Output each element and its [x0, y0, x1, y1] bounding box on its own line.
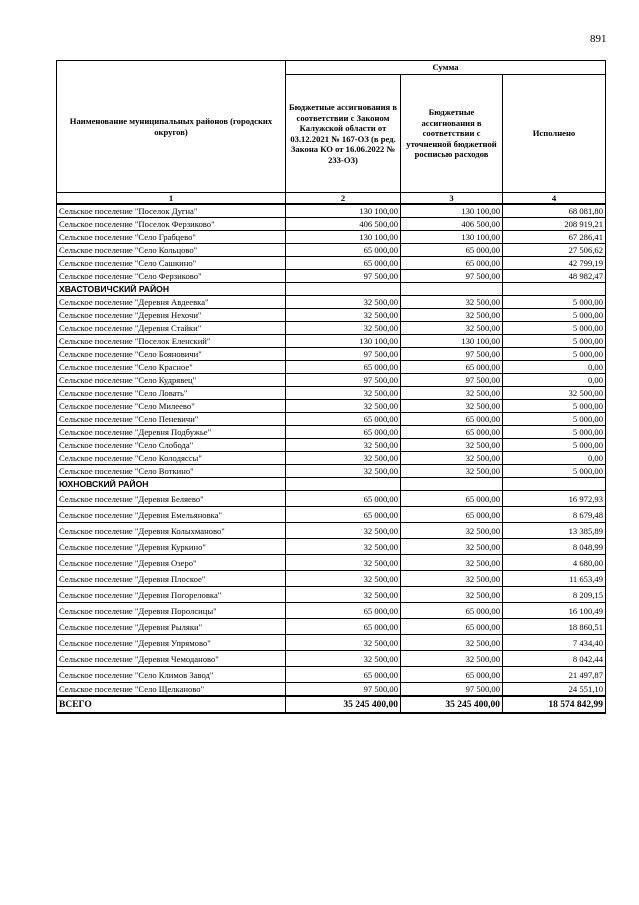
law-appropriations: 32 500,00	[286, 309, 401, 322]
executed-amount: 0,00	[503, 452, 606, 465]
refined-appropriations: 32 500,00	[401, 651, 503, 667]
settlement-name: Сельское поселение "Село Грабцево"	[57, 231, 286, 244]
law-appropriations: 65 000,00	[286, 244, 401, 257]
refined-appropriations: 97 500,00	[401, 270, 503, 283]
law-appropriations: 32 500,00	[286, 651, 401, 667]
law-appropriations: 32 500,00	[286, 635, 401, 651]
settlement-name: Сельское поселение "Село Милеево"	[57, 400, 286, 413]
executed-amount: 4 680,00	[503, 555, 606, 571]
refined-appropriations: 65 000,00	[401, 361, 503, 374]
refined-appropriations: 32 500,00	[401, 452, 503, 465]
table-row	[57, 204, 606, 218]
settlement-name: Сельское поселение "Село Воткино"	[57, 465, 286, 478]
total-row	[57, 696, 606, 713]
budget-table	[56, 60, 606, 714]
law-appropriations: 65 000,00	[286, 507, 401, 523]
refined-appropriations: 130 100,00	[401, 231, 503, 244]
refined-appropriations: 32 500,00	[401, 587, 503, 603]
law-appropriations: 97 500,00	[286, 683, 401, 697]
executed-amount: 21 497,87	[503, 667, 606, 683]
header-district-name: Наименование муниципальных районов (городских округов)	[57, 61, 286, 193]
law-appropriations: 32 500,00	[286, 587, 401, 603]
table-row	[57, 374, 606, 387]
table-row	[57, 635, 606, 651]
law-appropriations: 32 500,00	[286, 387, 401, 400]
settlement-name: Сельское поселение "Село Климов Завод"	[57, 667, 286, 683]
refined-appropriations: 32 500,00	[401, 400, 503, 413]
refined-appropriations: 65 000,00	[401, 244, 503, 257]
settlement-name: Сельское поселение "Село Кольцово"	[57, 244, 286, 257]
table-row	[57, 587, 606, 603]
table-row	[57, 571, 606, 587]
refined-appropriations: 65 000,00	[401, 413, 503, 426]
refined-appropriations: 32 500,00	[401, 555, 503, 571]
table-row	[57, 426, 606, 439]
law-appropriations: 32 500,00	[286, 465, 401, 478]
executed-amount: 5 000,00	[503, 413, 606, 426]
refined-appropriations: 32 500,00	[401, 309, 503, 322]
law-appropriations: 32 500,00	[286, 452, 401, 465]
section-row	[57, 478, 606, 491]
table-row	[57, 335, 606, 348]
executed-amount: 208 919,21	[503, 218, 606, 231]
table-row	[57, 244, 606, 257]
column-index-row	[57, 193, 606, 205]
table-row	[57, 309, 606, 322]
refined-appropriations: 32 500,00	[401, 635, 503, 651]
settlement-name: Сельское поселение "Деревня Погореловка"	[57, 587, 286, 603]
executed-amount: 8 679,48	[503, 507, 606, 523]
executed-amount: 27 506,62	[503, 244, 606, 257]
section-row	[57, 283, 606, 296]
column-index: 3	[401, 193, 503, 205]
table-row	[57, 667, 606, 683]
refined-appropriations: 32 500,00	[401, 296, 503, 309]
law-appropriations: 32 500,00	[286, 539, 401, 555]
settlement-name: Сельское поселение "Село Красное"	[57, 361, 286, 374]
refined-appropriations: 65 000,00	[401, 619, 503, 635]
law-appropriations: 32 500,00	[286, 400, 401, 413]
executed-amount: 13 385,89	[503, 523, 606, 539]
executed-amount: 48 982,47	[503, 270, 606, 283]
settlement-name: Сельское поселение "Деревня Колыхманово"	[57, 523, 286, 539]
executed-amount: 8 042,44	[503, 651, 606, 667]
table-row	[57, 619, 606, 635]
table-row	[57, 539, 606, 555]
settlement-name: Сельское поселение "Село Ферзиково"	[57, 270, 286, 283]
executed-amount: 5 000,00	[503, 348, 606, 361]
refined-appropriations: 32 500,00	[401, 465, 503, 478]
settlement-name: Сельское поселение "Деревня Стайки"	[57, 322, 286, 335]
header-executed: Исполнено	[503, 75, 606, 193]
law-appropriations: 65 000,00	[286, 413, 401, 426]
settlement-name: Сельское поселение "Поселок Ферзиково"	[57, 218, 286, 231]
table-row	[57, 491, 606, 507]
total-refined-appropriations: 35 245 400,00	[401, 696, 503, 713]
executed-amount: 0,00	[503, 361, 606, 374]
table-row	[57, 387, 606, 400]
executed-amount: 8 209,15	[503, 587, 606, 603]
table-row	[57, 452, 606, 465]
settlement-name: Сельское поселение "Поселок Еленский"	[57, 335, 286, 348]
law-appropriations: 97 500,00	[286, 374, 401, 387]
refined-appropriations: 65 000,00	[401, 507, 503, 523]
refined-appropriations: 65 000,00	[401, 491, 503, 507]
law-appropriations: 32 500,00	[286, 523, 401, 539]
settlement-name: Сельское поселение "Село Бояновичи"	[57, 348, 286, 361]
settlement-name: Сельское поселение "Деревня Озеро"	[57, 555, 286, 571]
refined-appropriations: 406 500,00	[401, 218, 503, 231]
refined-appropriations: 32 500,00	[401, 571, 503, 587]
table-row	[57, 348, 606, 361]
executed-amount: 5 000,00	[503, 439, 606, 452]
refined-appropriations: 130 100,00	[401, 204, 503, 218]
executed-amount: 5 000,00	[503, 465, 606, 478]
section-title: ЮХНОВСКИЙ РАЙОН	[57, 478, 286, 491]
settlement-name: Сельское поселение "Поселок Дугна"	[57, 204, 286, 218]
law-appropriations: 32 500,00	[286, 571, 401, 587]
header-law-appropriations: Бюджетные ассигнования в соответствии с Законом Калужской области от 03.12.2021 № 167-ОЗ (в ред. Закона КО от 16.06.2022 № 233-ОЗ)	[286, 75, 401, 193]
law-appropriations: 130 100,00	[286, 231, 401, 244]
settlement-name: Сельское поселение "Деревня Чемоданово"	[57, 651, 286, 667]
column-index: 4	[503, 193, 606, 205]
table-row	[57, 231, 606, 244]
settlement-name: Сельское поселение "Село Щелканово"	[57, 683, 286, 697]
settlement-name: Сельское поселение "Село Ловать"	[57, 387, 286, 400]
refined-appropriations: 130 100,00	[401, 335, 503, 348]
settlement-name: Сельское поселение "Деревня Поролсицы"	[57, 603, 286, 619]
executed-amount: 5 000,00	[503, 335, 606, 348]
settlement-name: Сельское поселение "Деревня Куркино"	[57, 539, 286, 555]
refined-appropriations: 97 500,00	[401, 348, 503, 361]
settlement-name: Сельское поселение "Село Слобода"	[57, 439, 286, 452]
refined-appropriations: 65 000,00	[401, 667, 503, 683]
header-sum-group: Сумма	[286, 61, 606, 75]
table-row	[57, 683, 606, 697]
settlement-name: Сельское поселение "Село Сашкино"	[57, 257, 286, 270]
table-row	[57, 651, 606, 667]
empty-cell	[286, 283, 401, 296]
table-row	[57, 270, 606, 283]
executed-amount: 24 551,10	[503, 683, 606, 697]
settlement-name: Сельское поселение "Село Кудрявец"	[57, 374, 286, 387]
executed-amount: 5 000,00	[503, 426, 606, 439]
settlement-name: Сельское поселение "Деревня Емельяновка"	[57, 507, 286, 523]
empty-cell	[401, 283, 503, 296]
header-refined-appropriations: Бюджетные ассигнования в соответствии с уточненной бюджетной росписью расходов	[401, 75, 503, 193]
executed-amount: 16 100,49	[503, 603, 606, 619]
law-appropriations: 32 500,00	[286, 296, 401, 309]
table-row	[57, 507, 606, 523]
total-executed: 18 574 842,99	[503, 696, 606, 713]
law-appropriations: 65 000,00	[286, 361, 401, 374]
total-law-appropriations: 35 245 400,00	[286, 696, 401, 713]
empty-cell	[401, 478, 503, 491]
table-row	[57, 413, 606, 426]
refined-appropriations: 97 500,00	[401, 374, 503, 387]
refined-appropriations: 65 000,00	[401, 426, 503, 439]
table-row	[57, 439, 606, 452]
table-row	[57, 361, 606, 374]
table-row	[57, 523, 606, 539]
law-appropriations: 32 500,00	[286, 322, 401, 335]
executed-amount: 5 000,00	[503, 296, 606, 309]
executed-amount: 32 500,00	[503, 387, 606, 400]
table-row	[57, 555, 606, 571]
executed-amount: 8 048,99	[503, 539, 606, 555]
settlement-name: Сельское поселение "Село Колодяссы"	[57, 452, 286, 465]
law-appropriations: 130 100,00	[286, 335, 401, 348]
refined-appropriations: 32 500,00	[401, 387, 503, 400]
table-row	[57, 322, 606, 335]
refined-appropriations: 32 500,00	[401, 322, 503, 335]
executed-amount: 5 000,00	[503, 322, 606, 335]
refined-appropriations: 32 500,00	[401, 523, 503, 539]
executed-amount: 0,00	[503, 374, 606, 387]
settlement-name: Сельское поселение "Деревня Нехочи"	[57, 309, 286, 322]
law-appropriations: 32 500,00	[286, 555, 401, 571]
section-title: ХВАСТОВИЧСКИЙ РАЙОН	[57, 283, 286, 296]
law-appropriations: 65 000,00	[286, 426, 401, 439]
law-appropriations: 97 500,00	[286, 270, 401, 283]
executed-amount: 11 653,49	[503, 571, 606, 587]
empty-cell	[503, 283, 606, 296]
law-appropriations: 406 500,00	[286, 218, 401, 231]
law-appropriations: 65 000,00	[286, 667, 401, 683]
total-label: ВСЕГО	[57, 696, 286, 713]
settlement-name: Сельское поселение "Деревня Авдеевка"	[57, 296, 286, 309]
settlement-name: Сельское поселение "Деревня Упрямово"	[57, 635, 286, 651]
executed-amount: 16 972,93	[503, 491, 606, 507]
settlement-name: Сельское поселение "Село Пеневичи"	[57, 413, 286, 426]
table-row	[57, 603, 606, 619]
table-row	[57, 296, 606, 309]
executed-amount: 68 081,80	[503, 204, 606, 218]
executed-amount: 5 000,00	[503, 309, 606, 322]
settlement-name: Сельское поселение "Деревня Плоское"	[57, 571, 286, 587]
law-appropriations: 130 100,00	[286, 204, 401, 218]
table-row	[57, 465, 606, 478]
settlement-name: Сельское поселение "Деревня Подбужье"	[57, 426, 286, 439]
law-appropriations: 65 000,00	[286, 257, 401, 270]
settlement-name: Сельское поселение "Деревня Беляево"	[57, 491, 286, 507]
executed-amount: 18 860,51	[503, 619, 606, 635]
page-number: 891	[590, 33, 607, 45]
refined-appropriations: 32 500,00	[401, 439, 503, 452]
table-row	[57, 400, 606, 413]
refined-appropriations: 32 500,00	[401, 539, 503, 555]
column-index: 1	[57, 193, 286, 205]
settlement-name: Сельское поселение "Деревня Рыляки"	[57, 619, 286, 635]
column-index: 2	[286, 193, 401, 205]
law-appropriations: 65 000,00	[286, 619, 401, 635]
table-row	[57, 218, 606, 231]
law-appropriations: 65 000,00	[286, 603, 401, 619]
executed-amount: 5 000,00	[503, 400, 606, 413]
law-appropriations: 97 500,00	[286, 348, 401, 361]
table-row	[57, 257, 606, 270]
executed-amount: 42 799,19	[503, 257, 606, 270]
law-appropriations: 65 000,00	[286, 491, 401, 507]
executed-amount: 7 434,40	[503, 635, 606, 651]
law-appropriations: 32 500,00	[286, 439, 401, 452]
executed-amount: 67 286,41	[503, 231, 606, 244]
empty-cell	[503, 478, 606, 491]
refined-appropriations: 97 500,00	[401, 683, 503, 697]
refined-appropriations: 65 000,00	[401, 603, 503, 619]
refined-appropriations: 65 000,00	[401, 257, 503, 270]
empty-cell	[286, 478, 401, 491]
